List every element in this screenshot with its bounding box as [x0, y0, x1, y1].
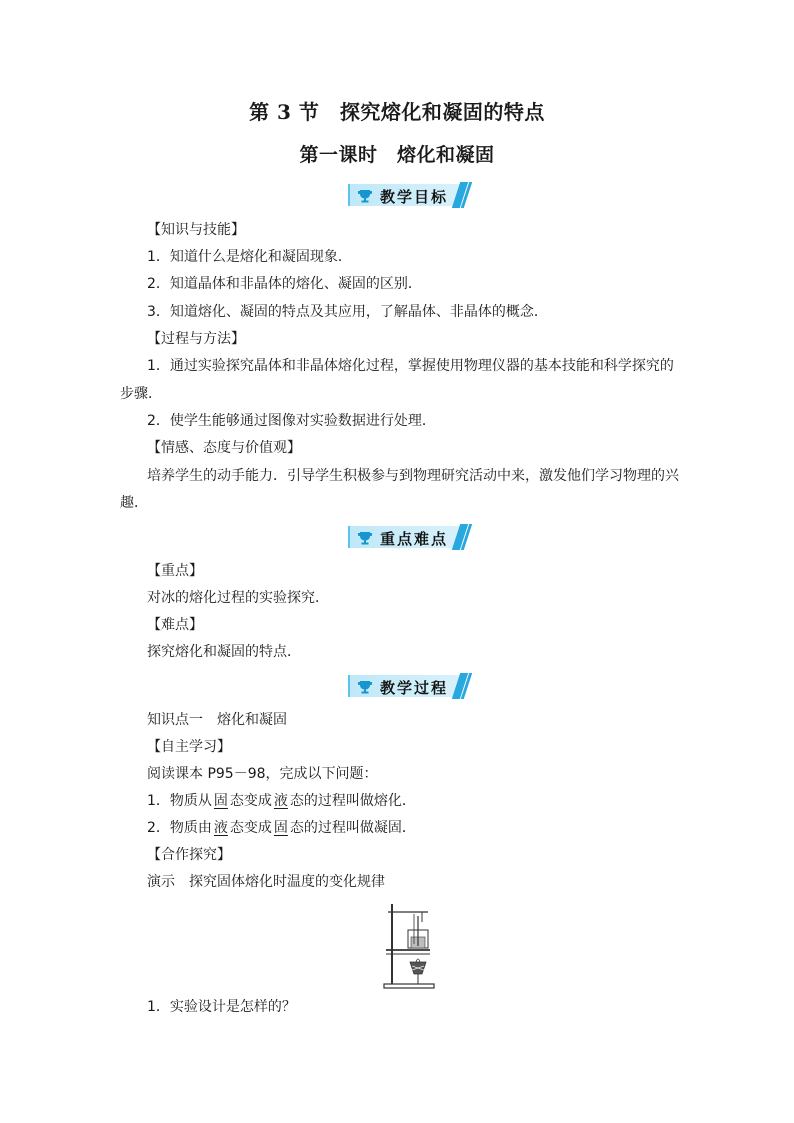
- banner-teaching-process: [348, 673, 472, 699]
- design-question: 1．实验设计是怎样的？: [147, 999, 296, 1015]
- difficulty-heading: 【难点】: [147, 617, 203, 633]
- method-item: 2．使学生能够通过图像对实验数据进行处理．: [147, 413, 436, 429]
- emotion-heading: 【情感、态度与价值观】: [147, 440, 301, 456]
- key-heading: 【重点】: [147, 563, 203, 579]
- question-solidification: 2．物质由 液 态变成 固 态的过程叫做凝固．: [147, 820, 416, 836]
- cooperative-heading: 【合作探究】: [147, 847, 231, 863]
- section-title: 第 3 节 探究熔化和凝固的特点: [249, 100, 545, 124]
- melting-experiment-apparatus: [378, 900, 438, 990]
- banner-key-difficult-points: [348, 524, 472, 550]
- knowledge-point-title: 知识点一 熔化和凝固: [147, 712, 287, 728]
- method-heading: 【过程与方法】: [147, 331, 245, 347]
- emotion-text: 培养学生的动手能力．引导学生积极参与到物理研究活动中来，激发他们学习物理的兴: [147, 468, 679, 484]
- demo-title: 演示 探究固体熔化时温度的变化规律: [147, 874, 385, 890]
- answer-blank: 液: [273, 793, 288, 809]
- difficulty-text: 探究熔化和凝固的特点．: [147, 644, 301, 660]
- reading-instruction: 阅读课本 P95－98，完成以下问题：: [147, 766, 378, 782]
- banner-label: 教学目标: [380, 188, 449, 206]
- objective-item: 2．知道晶体和非晶体的熔化、凝固的区别．: [147, 276, 422, 292]
- answer-blank: 固: [213, 793, 228, 809]
- banner-teaching-objectives: [348, 182, 472, 208]
- banner-label: 教学过程: [380, 679, 449, 697]
- method-item: 1．通过实验探究晶体和非晶体熔化过程，掌握使用物理仪器的基本技能和科学探究的: [147, 358, 674, 374]
- trophy-icon: [357, 680, 373, 694]
- trophy-icon: [357, 531, 373, 545]
- answer-blank: 固: [273, 820, 288, 836]
- emotion-text-continued: 趣．: [120, 495, 148, 511]
- banner-label: 重点难点: [380, 530, 449, 548]
- objective-item: 1．知道什么是熔化和凝固现象．: [147, 249, 352, 265]
- knowledge-heading: 【知识与技能】: [147, 222, 245, 238]
- question-melting: 1．物质从 固 态变成 液 态的过程叫做熔化．: [147, 793, 416, 809]
- method-item-continued: 步骤．: [120, 386, 162, 402]
- key-text: 对冰的熔化过程的实验探究．: [147, 590, 329, 606]
- self-study-heading: 【自主学习】: [147, 739, 231, 755]
- answer-blank: 液: [213, 820, 228, 836]
- objective-item: 3．知道熔化、凝固的特点及其应用，了解晶体、非晶体的概念．: [147, 304, 548, 320]
- trophy-icon: [357, 189, 373, 203]
- lesson-subtitle: 第一课时 熔化和凝固: [299, 144, 495, 166]
